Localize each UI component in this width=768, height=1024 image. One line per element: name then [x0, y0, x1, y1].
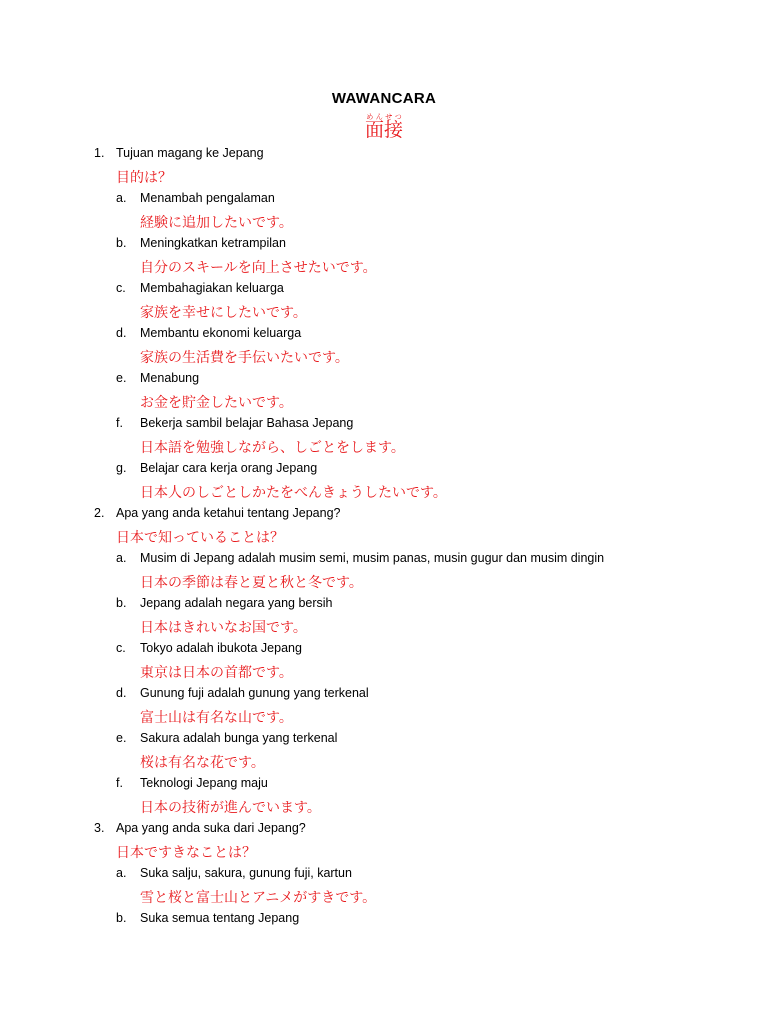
answer-letter: c. — [116, 641, 126, 655]
answer-letter: e. — [116, 371, 127, 385]
answer-japanese: 日本の技術が進んでいます。 — [140, 799, 321, 815]
answer-japanese: 自分のスキールを向上させたいです。 — [140, 259, 377, 275]
answer-text: Tokyo adalah ibukota Jepang — [140, 641, 302, 655]
page-title: WAWANCARA — [331, 90, 437, 107]
answer-text: Meningkatkan ketrampilan — [140, 236, 286, 250]
answer-letter: b. — [116, 236, 127, 250]
answer-text: Sakura adalah bunga yang terkenal — [140, 731, 338, 745]
answer-letter: d. — [116, 326, 127, 340]
answer-text: Membantu ekonomi keluarga — [140, 326, 302, 340]
answer-japanese: 家族を幸せにしたいです。 — [140, 304, 307, 320]
answer-letter: a. — [116, 866, 127, 880]
question-number: 1. — [94, 146, 105, 160]
page-subtitle — [0, 114, 768, 142]
answer-letter: e. — [116, 731, 127, 745]
answer-japanese: 東京は日本の首都です。 — [140, 664, 293, 680]
answer-japanese: 経験に追加したいです。 — [140, 214, 293, 230]
answer-text: Bekerja sambil belajar Bahasa Jepang — [140, 416, 354, 430]
answer-japanese: 日本の季節は春と夏と秋と冬です。 — [140, 574, 363, 590]
answer-letter: c. — [116, 281, 126, 295]
subtitle-reading: めんせつ — [364, 114, 403, 121]
answer-text: Membahagiakan keluarga — [140, 281, 284, 295]
answer-letter: f. — [116, 776, 123, 790]
answer-text: Suka salju, sakura, gunung fuji, kartun — [140, 866, 352, 880]
answer-japanese: 桜は有名な花です。 — [140, 754, 265, 770]
question-number: 2. — [94, 506, 105, 520]
question-text: Apa yang anda ketahui tentang Jepang? — [116, 506, 341, 520]
question-japanese: 日本で知っていることは？ — [116, 529, 284, 545]
answer-text: Menambah pengalaman — [140, 191, 275, 205]
question-text: Tujuan magang ke Jepang — [116, 146, 264, 160]
question-japanese: 日本ですきなことは？ — [116, 844, 256, 860]
answer-japanese: 日本はきれいなお国です。 — [140, 619, 307, 635]
question-number: 3. — [94, 821, 105, 835]
answer-letter: f. — [116, 416, 123, 430]
answer-japanese: 日本人のしごとしかたをべんきょうしたいです。 — [140, 484, 447, 500]
question-japanese: 目的は？ — [116, 169, 172, 185]
answer-japanese: お金を貯金したいです。 — [140, 394, 293, 410]
answer-japanese: 雪と桜と富士山とアニメがすきです。 — [140, 889, 377, 905]
answer-letter: g. — [116, 461, 127, 475]
answer-letter: b. — [116, 596, 127, 610]
subtitle-kanji: 面接 — [364, 120, 403, 141]
answer-text: Jepang adalah negara yang bersih — [140, 596, 333, 610]
answer-text: Menabung — [140, 371, 200, 385]
answer-text: Gunung fuji adalah gunung yang terkenal — [140, 686, 369, 700]
answer-text: Suka semua tentang Jepang — [140, 911, 300, 925]
answer-text: Belajar cara kerja orang Jepang — [140, 461, 318, 475]
answer-letter: a. — [116, 191, 127, 205]
answer-japanese: 富士山は有名な山です。 — [140, 709, 293, 725]
answer-letter: b. — [116, 911, 127, 925]
answer-japanese: 家族の生活費を手伝いたいです。 — [140, 349, 349, 365]
question-text: Apa yang anda suka dari Jepang? — [116, 821, 306, 835]
answer-letter: a. — [116, 551, 127, 565]
answer-text: Musim di Jepang adalah musim semi, musim panas, musin gugur dan musim dingin — [140, 551, 605, 565]
answer-letter: d. — [116, 686, 127, 700]
answer-text: Teknologi Jepang maju — [140, 776, 268, 790]
answer-japanese: 日本語を勉強しながら、しごとをします。 — [140, 439, 405, 455]
